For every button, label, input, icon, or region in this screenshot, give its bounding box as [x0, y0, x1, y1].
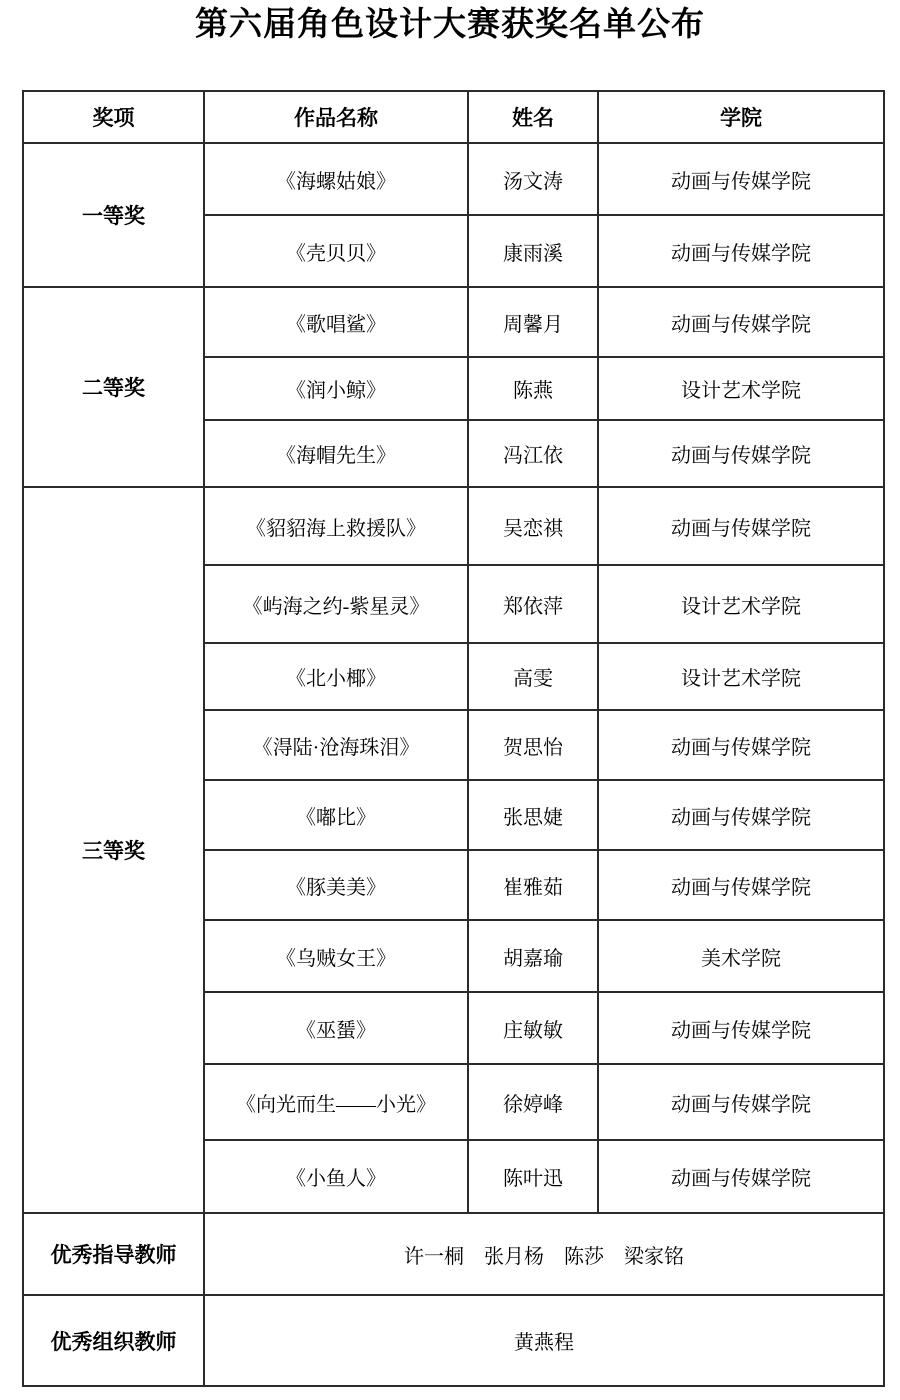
college-cell: 设计艺术学院 [598, 643, 884, 710]
table-body [23, 143, 884, 1386]
table-row [23, 287, 884, 357]
work-cell: 《润小鲸》 [204, 357, 468, 420]
work-cell: 《淂陆·沧海珠泪》 [204, 710, 468, 780]
work-cell: 《嘟比》 [204, 780, 468, 850]
work-cell: 《巫蜑》 [204, 992, 468, 1064]
name-cell: 冯江依 [468, 420, 598, 487]
work-cell: 《小鱼人》 [204, 1140, 468, 1213]
college-cell: 动画与传媒学院 [598, 143, 884, 215]
work-cell: 《向光而生——小光》 [204, 1064, 468, 1140]
header-name: 姓名 [468, 91, 598, 143]
name-cell: 高雯 [468, 643, 598, 710]
college-cell: 动画与传媒学院 [598, 287, 884, 357]
header-row [23, 91, 884, 143]
work-cell: 《海螺姑娘》 [204, 143, 468, 215]
name-cell: 周馨月 [468, 287, 598, 357]
college-cell: 动画与传媒学院 [598, 1064, 884, 1140]
name-cell: 汤文涛 [468, 143, 598, 215]
name-cell: 胡嘉瑜 [468, 920, 598, 992]
name-cell: 徐婷峰 [468, 1064, 598, 1140]
footer-value-cell: 许一桐 张月杨 陈莎 梁家铭 [204, 1213, 884, 1295]
college-cell: 设计艺术学院 [598, 357, 884, 420]
name-cell: 崔雅茹 [468, 850, 598, 920]
footer-label-cell: 优秀指导教师 [23, 1213, 204, 1295]
college-cell: 动画与传媒学院 [598, 215, 884, 287]
awards-table [22, 90, 885, 1387]
name-cell: 张思婕 [468, 780, 598, 850]
work-cell: 《乌贼女王》 [204, 920, 468, 992]
table-row [23, 143, 884, 215]
college-cell: 设计艺术学院 [598, 565, 884, 643]
header-award: 奖项 [23, 91, 204, 143]
name-cell: 陈叶迅 [468, 1140, 598, 1213]
work-cell: 《海帽先生》 [204, 420, 468, 487]
college-cell: 动画与传媒学院 [598, 487, 884, 565]
header-work: 作品名称 [204, 91, 468, 143]
work-cell: 《歌唱鲨》 [204, 287, 468, 357]
college-cell: 动画与传媒学院 [598, 850, 884, 920]
work-cell: 《貂貂海上救援队》 [204, 487, 468, 565]
name-cell: 贺思怡 [468, 710, 598, 780]
footer-value-cell: 黄燕程 [204, 1295, 884, 1386]
table-row [23, 487, 884, 565]
table-footer-row [23, 1295, 884, 1386]
college-cell: 动画与传媒学院 [598, 992, 884, 1064]
name-cell: 郑依萍 [468, 565, 598, 643]
award-cell: 二等奖 [23, 287, 204, 487]
name-cell: 吴恋祺 [468, 487, 598, 565]
name-cell: 陈燕 [468, 357, 598, 420]
college-cell: 美术学院 [598, 920, 884, 992]
college-cell: 动画与传媒学院 [598, 420, 884, 487]
footer-label-cell: 优秀组织教师 [23, 1295, 204, 1386]
work-cell: 《壳贝贝》 [204, 215, 468, 287]
college-cell: 动画与传媒学院 [598, 1140, 884, 1213]
name-cell: 康雨溪 [468, 215, 598, 287]
award-cell: 一等奖 [23, 143, 204, 287]
college-cell: 动画与传媒学院 [598, 710, 884, 780]
college-cell: 动画与传媒学院 [598, 780, 884, 850]
award-cell: 三等奖 [23, 487, 204, 1213]
work-cell: 《北小椰》 [204, 643, 468, 710]
table-header [23, 91, 884, 143]
work-cell: 《豚美美》 [204, 850, 468, 920]
page-title: 第六届角色设计大赛获奖名单公布 [195, 7, 705, 43]
work-cell: 《屿海之约-紫星灵》 [204, 565, 468, 643]
table-footer-row [23, 1213, 884, 1295]
name-cell: 庄敏敏 [468, 992, 598, 1064]
header-college: 学院 [598, 91, 884, 143]
